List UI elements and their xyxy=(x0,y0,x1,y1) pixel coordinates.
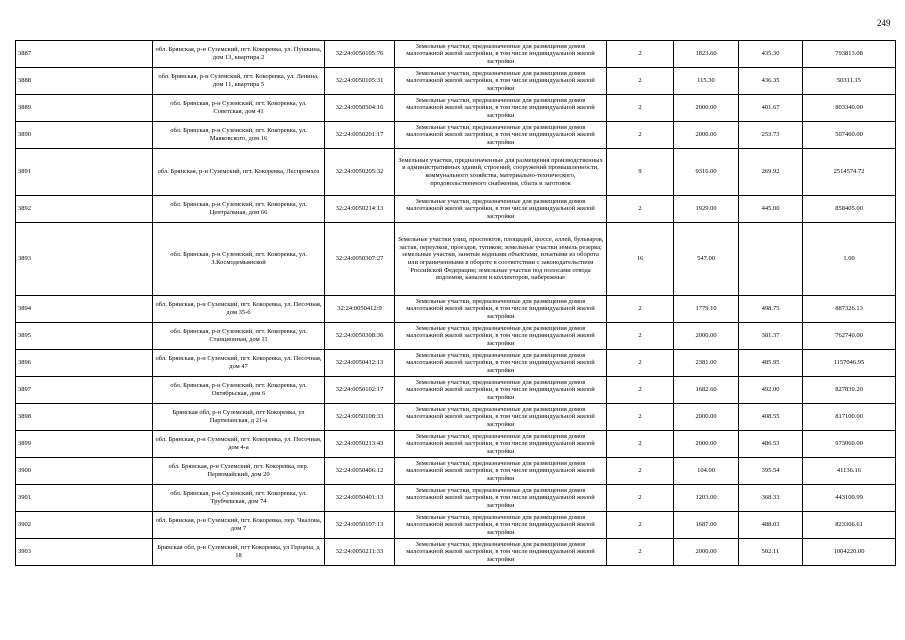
specific-value-cell: 445.00 xyxy=(739,196,803,223)
use-group-code-cell: 2 xyxy=(607,323,674,350)
cadastral-value-cell: 762740.00 xyxy=(803,323,896,350)
cadastral-number-cell: 32:24:0050412:13 xyxy=(325,350,395,377)
specific-value-cell: 269.92 xyxy=(739,149,803,196)
use-group-code-cell: 16 xyxy=(607,223,674,296)
specific-value-cell: 401.67 xyxy=(739,95,803,122)
permitted-use-cell: Земельные участки, предназначенные для размещения домов малоэтажной жилой застройки, в том числе индивидуальной жилой застройки xyxy=(395,41,607,68)
cadastral-value-cell: 1157046.95 xyxy=(803,350,896,377)
area-cell: 1779.10 xyxy=(674,296,739,323)
row-number: 3889 xyxy=(16,95,153,122)
table-row xyxy=(16,431,896,458)
specific-value-cell: 486.53 xyxy=(739,431,803,458)
cadastral-number-cell: 32:24:0050107:13 xyxy=(325,512,395,539)
cadastral-value-cell: 803340.00 xyxy=(803,95,896,122)
area-cell: 2000.00 xyxy=(674,95,739,122)
address-cell: обл. Брянская, р-н Суземский, пгт. Кокоревка, ул. Песочная, дом 4-а xyxy=(153,431,325,458)
cadastral-number-cell: 32:24:0050102:17 xyxy=(325,377,395,404)
address-cell: обл. Брянская, р-н Суземский, пгт. Кокоревка, ул. Маяковского, дом 16 xyxy=(153,122,325,149)
specific-value-cell: 502.11 xyxy=(739,539,803,566)
row-number: 3895 xyxy=(16,323,153,350)
page-number: 249 xyxy=(877,18,891,28)
area-cell: 2000.00 xyxy=(674,431,739,458)
address-cell: обл. Брянская, р-н Суземский, пгт. Кокоревка, ул. Ленина, дом 11, квартира 5 xyxy=(153,68,325,95)
specific-value-cell: 492.00 xyxy=(739,377,803,404)
cadastral-number-cell: 32:24:0050214:13 xyxy=(325,196,395,223)
area-cell: 1687.00 xyxy=(674,512,739,539)
cadastral-value-cell: 827839.20 xyxy=(803,377,896,404)
specific-value-cell: 408.55 xyxy=(739,404,803,431)
table-row xyxy=(16,95,896,122)
permitted-use-cell: Земельные участки, предназначенные для размещения производственных и административных зданий, строений, сооружений промышленности, коммунального хозяйства, материально-технического, продовольственного снабжения, сбыта и заготовок xyxy=(395,149,607,196)
permitted-use-cell: Земельные участки, предназначенные для размещения домов малоэтажной жилой застройки, в том числе индивидуальной жилой застройки xyxy=(395,196,607,223)
table-row xyxy=(16,196,896,223)
specific-value-cell: 253.73 xyxy=(739,122,803,149)
permitted-use-cell: Земельные участки, предназначенные для размещения домов малоэтажной жилой застройки, в том числе индивидуальной жилой застройки xyxy=(395,323,607,350)
use-group-code-cell: 2 xyxy=(607,196,674,223)
address-cell: обл. Брянская, р-н Суземский, пгт. Кокоревка, ул. Трубчевская, дом 74 xyxy=(153,485,325,512)
area-cell: 547.00 xyxy=(674,223,739,296)
area-cell: 1929.00 xyxy=(674,196,739,223)
cadastral-number-cell: 32:24:0050105:31 xyxy=(325,68,395,95)
permitted-use-cell: Земельные участки улиц, проспектов, площадей, шоссе, аллей, бульваров, застав, переулков, проездов, тупиков; земельные участки земель резерва; земельные участки, занятые водными объектами, изъятыми из оборота или ограниченными в обороте в соответствии с законодательством Российской Федерации; земельные участки под полосами отвода водоемов, каналов и коллекторов, набережные xyxy=(395,223,607,296)
cadastral-number-cell: 32:24:0050307:27 xyxy=(325,223,395,296)
use-group-code-cell: 2 xyxy=(607,95,674,122)
row-number: 3898 xyxy=(16,404,153,431)
cadastral-number-cell: 32:24:0050406:12 xyxy=(325,458,395,485)
row-number: 3897 xyxy=(16,377,153,404)
cadastral-number-cell: 32:24:0050201:17 xyxy=(325,122,395,149)
specific-value-cell xyxy=(739,223,803,296)
cadastral-value-cell: 973060.00 xyxy=(803,431,896,458)
specific-value-cell: 436.35 xyxy=(739,68,803,95)
cadastral-number-cell: 32:24:0050213:43 xyxy=(325,431,395,458)
table-row xyxy=(16,404,896,431)
row-number: 3901 xyxy=(16,485,153,512)
use-group-code-cell: 2 xyxy=(607,350,674,377)
use-group-code-cell: 2 xyxy=(607,458,674,485)
area-cell: 1823.60 xyxy=(674,41,739,68)
cadastral-number-cell: 32:24:0050105:76 xyxy=(325,41,395,68)
permitted-use-cell: Земельные участки, предназначенные для размещения домов малоэтажной жилой застройки, в том числе индивидуальной жилой застройки xyxy=(395,512,607,539)
table-body xyxy=(16,41,896,566)
cadastral-number-cell: 32:24:0050205:32 xyxy=(325,149,395,196)
table-row xyxy=(16,458,896,485)
cadastral-value-cell: 817100.00 xyxy=(803,404,896,431)
specific-value-cell: 435.30 xyxy=(739,41,803,68)
specific-value-cell: 395.54 xyxy=(739,458,803,485)
row-number: 3902 xyxy=(16,512,153,539)
address-cell: обл. Брянская, р-н Суземский, пгт. Кокоревка, ул. Песочная, дом 47 xyxy=(153,350,325,377)
area-cell: 104.00 xyxy=(674,458,739,485)
address-cell: обл. Брянская, р-н Суземский, пгт. Кокоревка, ул. Пушкина, дом 13, квартира 2 xyxy=(153,41,325,68)
use-group-code-cell: 2 xyxy=(607,41,674,68)
address-cell: обл. Брянская, р-н Суземский, пгт. Кокоревка, ул. Октябрьская, дом 6 xyxy=(153,377,325,404)
permitted-use-cell: Земельные участки, предназначенные для размещения домов малоэтажной жилой застройки, в том числе индивидуальной жилой застройки xyxy=(395,350,607,377)
land-registry-table xyxy=(15,40,896,566)
cadastral-number-cell: 32:24:0050504:16 xyxy=(325,95,395,122)
table-row xyxy=(16,539,896,566)
address-cell: обл. Брянская, р-н Суземский, пгт. Кокоревка, ул. Станционная, дом 11 xyxy=(153,323,325,350)
cadastral-number-cell: 32:24:0050412:9 xyxy=(325,296,395,323)
address-cell: обл. Брянская, р-н Суземский, пгт. Кокоревка, Леспромхоз xyxy=(153,149,325,196)
table-row xyxy=(16,122,896,149)
use-group-code-cell: 2 xyxy=(607,485,674,512)
cadastral-value-cell: 823306.61 xyxy=(803,512,896,539)
specific-value-cell: 488.03 xyxy=(739,512,803,539)
area-cell: 115.30 xyxy=(674,68,739,95)
address-cell: обл. Брянская, р-н Суземский, пгт. Кокоревка, пер. Чкалова, дом 7 xyxy=(153,512,325,539)
use-group-code-cell: 2 xyxy=(607,296,674,323)
row-number: 3887 xyxy=(16,41,153,68)
table-row xyxy=(16,377,896,404)
cadastral-number-cell: 32:24:0050308:36 xyxy=(325,323,395,350)
cadastral-value-cell: 50311.15 xyxy=(803,68,896,95)
area-cell: 2000.00 xyxy=(674,539,739,566)
specific-value-cell: 498.75 xyxy=(739,296,803,323)
row-number: 3891 xyxy=(16,149,153,196)
permitted-use-cell: Земельные участки, предназначенные для размещения домов малоэтажной жилой застройки, в том числе индивидуальной жилой застройки xyxy=(395,431,607,458)
row-number: 3900 xyxy=(16,458,153,485)
use-group-code-cell: 2 xyxy=(607,539,674,566)
area-cell: 1682.60 xyxy=(674,377,739,404)
row-number: 3892 xyxy=(16,196,153,223)
address-cell: обл. Брянская, р-н Суземский, пгт. Кокоревка, ул. З.Космодемьянской xyxy=(153,223,325,296)
permitted-use-cell: Земельные участки, предназначенные для размещения домов малоэтажной жилой застройки, в том числе индивидуальной жилой застройки xyxy=(395,485,607,512)
table-row xyxy=(16,296,896,323)
cadastral-value-cell: 1.00 xyxy=(803,223,896,296)
use-group-code-cell: 9 xyxy=(607,149,674,196)
cadastral-value-cell: 793813.08 xyxy=(803,41,896,68)
address-cell: обл. Брянская, р-н Суземский, пгт. Кокоревка, пер. Первомайский, дом 20 xyxy=(153,458,325,485)
cadastral-number-cell: 32:24:0050211:33 xyxy=(325,539,395,566)
cadastral-value-cell: 1004220.00 xyxy=(803,539,896,566)
use-group-code-cell: 2 xyxy=(607,68,674,95)
use-group-code-cell: 2 xyxy=(607,404,674,431)
cadastral-value-cell: 443100.99 xyxy=(803,485,896,512)
row-number: 3888 xyxy=(16,68,153,95)
cadastral-value-cell: 507460.00 xyxy=(803,122,896,149)
permitted-use-cell: Земельные участки, предназначенные для размещения домов малоэтажной жилой застройки, в том числе индивидуальной жилой застройки xyxy=(395,539,607,566)
row-number: 3893 xyxy=(16,223,153,296)
address-cell: обл. Брянская, р-н Суземский, пгт. Кокоревка, ул. Песочная, дом 35-б xyxy=(153,296,325,323)
row-number: 3896 xyxy=(16,350,153,377)
table-row xyxy=(16,512,896,539)
row-number: 3899 xyxy=(16,431,153,458)
table-row xyxy=(16,323,896,350)
address-cell: Брянская обл, р-н Суземский, пгт Кокоревка, ул Герцена, д 18 xyxy=(153,539,325,566)
use-group-code-cell: 2 xyxy=(607,431,674,458)
address-cell: обл. Брянская, р-н Суземский, пгт. Кокоревка, ул. Центральная, дом 66 xyxy=(153,196,325,223)
cadastral-value-cell: 887326.13 xyxy=(803,296,896,323)
address-cell: Брянская обл, р-н Суземский, пгт Кокоревка, ул Партизанская, д 21-а xyxy=(153,404,325,431)
row-number: 3894 xyxy=(16,296,153,323)
cadastral-value-cell: 858405.00 xyxy=(803,196,896,223)
area-cell: 2381.00 xyxy=(674,350,739,377)
cadastral-value-cell: 41136.16 xyxy=(803,458,896,485)
cadastral-number-cell: 32:24:0050108:33 xyxy=(325,404,395,431)
table-row xyxy=(16,149,896,196)
permitted-use-cell: Земельные участки, предназначенные для размещения домов малоэтажной жилой застройки, в том числе индивидуальной жилой застройки xyxy=(395,122,607,149)
row-number: 3903 xyxy=(16,539,153,566)
table-row xyxy=(16,223,896,296)
permitted-use-cell: Земельные участки, предназначенные для размещения домов малоэтажной жилой застройки, в том числе индивидуальной жилой застройки xyxy=(395,404,607,431)
area-cell: 2000.00 xyxy=(674,122,739,149)
area-cell: 2000.00 xyxy=(674,323,739,350)
table-row xyxy=(16,41,896,68)
area-cell: 2000.00 xyxy=(674,404,739,431)
table-row xyxy=(16,68,896,95)
use-group-code-cell: 2 xyxy=(607,512,674,539)
permitted-use-cell: Земельные участки, предназначенные для размещения домов малоэтажной жилой застройки, в том числе индивидуальной жилой застройки xyxy=(395,458,607,485)
specific-value-cell: 485.95 xyxy=(739,350,803,377)
specific-value-cell: 381.37 xyxy=(739,323,803,350)
cadastral-value-cell: 2514574.72 xyxy=(803,149,896,196)
table-row xyxy=(16,485,896,512)
permitted-use-cell: Земельные участки, предназначенные для размещения домов малоэтажной жилой застройки, в том числе индивидуальной жилой застройки xyxy=(395,68,607,95)
use-group-code-cell: 2 xyxy=(607,122,674,149)
table-row xyxy=(16,350,896,377)
address-cell: обл. Брянская, р-н Суземский, пгт. Кокоревка, ул. Советская, дом 41 xyxy=(153,95,325,122)
permitted-use-cell: Земельные участки, предназначенные для размещения домов малоэтажной жилой застройки, в том числе индивидуальной жилой застройки xyxy=(395,296,607,323)
use-group-code-cell: 2 xyxy=(607,377,674,404)
row-number: 3890 xyxy=(16,122,153,149)
permitted-use-cell: Земельные участки, предназначенные для размещения домов малоэтажной жилой застройки, в том числе индивидуальной жилой застройки xyxy=(395,95,607,122)
cadastral-number-cell: 32:24:0050401:13 xyxy=(325,485,395,512)
area-cell: 9316.00 xyxy=(674,149,739,196)
permitted-use-cell: Земельные участки, предназначенные для размещения домов малоэтажной жилой застройки, в том числе индивидуальной жилой застройки xyxy=(395,377,607,404)
area-cell: 1203.00 xyxy=(674,485,739,512)
specific-value-cell: 368.33 xyxy=(739,485,803,512)
